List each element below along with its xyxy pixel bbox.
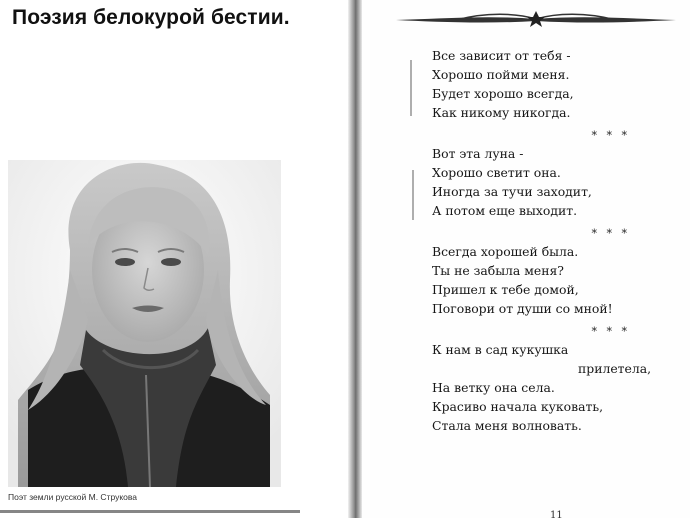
poem-line: Стала меня волновать. <box>432 418 582 433</box>
poem-line: Поговори от души со мной! <box>432 301 613 316</box>
stanza-separator: * * * <box>591 129 630 142</box>
poem-line: На ветку она села. <box>432 380 555 395</box>
poem-line: Всегда хорошей была. <box>432 244 579 259</box>
poem-line: Все зависит от тебя - <box>432 48 571 63</box>
page-title: Поэзия белокурой бестии. <box>12 6 290 29</box>
poem-line: Хорошо пойми меня. <box>432 67 570 82</box>
poem-line: К нам в сад кукушка <box>432 342 569 357</box>
book-gutter <box>348 0 362 518</box>
poem-stanza <box>432 46 682 122</box>
poem-line: Как никому никогда. <box>432 105 571 120</box>
page-number: 11 <box>550 510 563 518</box>
photo-caption: Поэт земли русской М. Струкова <box>8 492 138 502</box>
poem-line: Хорошо светит она. <box>432 165 561 180</box>
poem-stanza <box>432 242 682 318</box>
poem-stanza <box>432 144 682 220</box>
stanza-separator: * * * <box>591 325 630 338</box>
poem-line: Пришел к тебе домой, <box>432 282 579 297</box>
right-page <box>362 0 690 518</box>
poem-line: А потом еще выходит. <box>432 203 578 218</box>
poem-line: Будет хорошо всегда, <box>432 86 574 101</box>
poem-line: Иногда за тучи заходит, <box>432 184 592 199</box>
poem-column <box>432 46 682 435</box>
ornament-divider <box>396 9 676 29</box>
page-bottom-rule <box>0 510 300 513</box>
margin-mark <box>412 170 414 220</box>
poem-stanza <box>432 340 682 435</box>
stanza-separator: * * * <box>591 227 630 240</box>
poem-line: Вот эта луна - <box>432 146 524 161</box>
poem-line: прилетела, <box>578 361 652 376</box>
portrait-photo <box>8 160 281 487</box>
poem-line: Красиво начала куковать, <box>432 399 604 414</box>
poem-line: Ты не забыла меня? <box>432 263 564 278</box>
portrait-illustration <box>8 160 281 487</box>
margin-mark <box>410 60 412 116</box>
